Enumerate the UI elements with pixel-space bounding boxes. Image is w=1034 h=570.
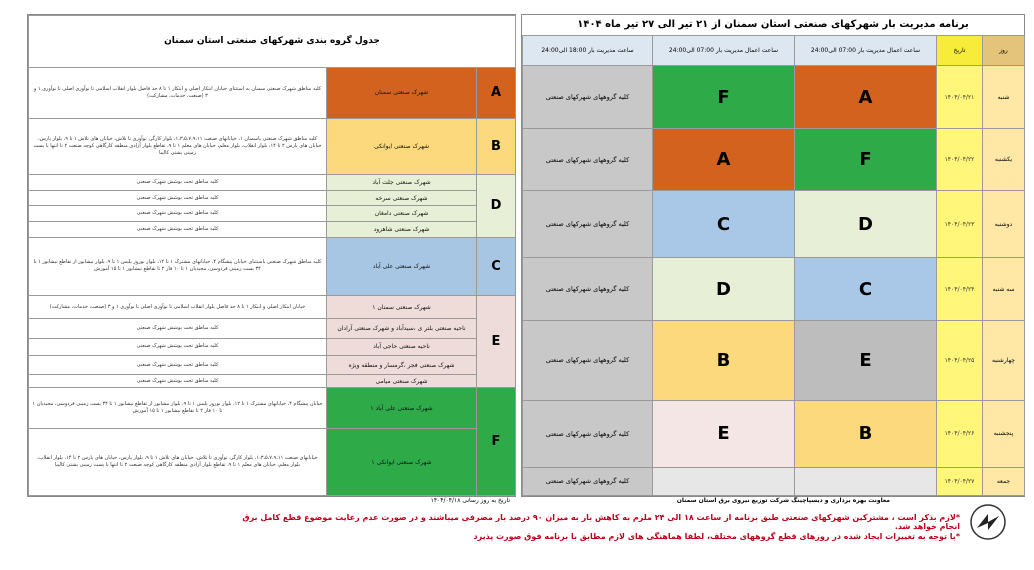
group-row	[29, 222, 516, 238]
town-name: شهرک صنعتی دامغان	[327, 206, 477, 222]
header-slot2: ساعت اعمال مدیریت بار 07:00 الی24:00	[653, 36, 795, 66]
note-line-2: *با توجه به تغییرات ایجاد شده در روزهای قطع گروههای مختلف، لطفا هماهنگی های لازم مطابق با برنامه فوق صورت پذیرد	[473, 532, 960, 541]
area-description: کلیه مناطق تحت پوشش شهرک صنعتی	[29, 206, 327, 222]
schedule-row	[523, 400, 1025, 467]
header-slot1: ساعت اعمال مدیریت بار 07:00 الی24:00	[795, 36, 937, 66]
all-groups-cell: کلیه گروههای شهرکهای صنعتی	[523, 258, 653, 321]
group-code: F	[477, 388, 516, 496]
area-description: کلیه مناطق شهرک صنعتی سمنان به استثنای خیابان ابتکار اصلی و ابتکار ۱ تا ۸ حد فاصل بلوار انقلاب اسلامی تا نوآوری اصلی تا نوآوری ۱ و ۳ (صنعت، خدمات، مشارکت)	[29, 67, 327, 119]
slot1-group: D	[795, 191, 937, 258]
header-slot3: ساعت مدیریت بار 18:00 الی24:00	[523, 36, 653, 66]
group-code: A	[477, 67, 516, 119]
grouping-table-panel	[27, 14, 516, 497]
group-row	[29, 319, 516, 338]
schedule-row	[523, 258, 1025, 321]
day-cell: چهارشنبه	[983, 321, 1025, 401]
date-cell: ۱۴۰۴/۰۴/۲۱	[937, 66, 983, 129]
schedule-panel	[521, 14, 1025, 497]
slot1-group: F	[795, 128, 937, 191]
schedule-row	[523, 128, 1025, 191]
day-cell: پنجشنبه	[983, 400, 1025, 467]
slot1-group	[795, 467, 937, 495]
header-day: روز	[983, 36, 1025, 66]
town-name: شهرک صنعتی فجر ،گرمسار و منطقه ویژه	[327, 356, 477, 375]
slot1-group: E	[795, 321, 937, 401]
all-groups-cell: کلیه گروههای شهرکهای صنعتی	[523, 128, 653, 191]
day-cell: یکشنبه	[983, 128, 1025, 191]
group-code: B	[477, 119, 516, 175]
date-cell: ۱۴۰۴/۰۴/۲۴	[937, 258, 983, 321]
slot1-group: B	[795, 400, 937, 467]
slot2-group: F	[653, 66, 795, 129]
right-footer-org: معاونت بهره برداری و دیسپاچینگ شرکت توزیع نیروی برق استان سمنان	[676, 497, 890, 504]
area-description: کلیه مناطق تحت پوشش شهرک صنعتی	[29, 319, 327, 338]
slot2-group	[653, 467, 795, 495]
schedule-title: برنامه مدیریت بار شهرکهای صنعتی استان سمنان از ۲۱ تیر الی ۲۷ تیر ماه ۱۴۰۴	[577, 19, 969, 30]
schedule-row	[523, 191, 1025, 258]
group-row	[29, 119, 516, 175]
group-row	[29, 429, 516, 496]
group-code: C	[477, 237, 516, 295]
town-name: ناحیه صنعتی بلتر ی ،سیدآباد و شهرک صنعتی آرادان	[327, 319, 477, 338]
town-name: ناحیه صنعتی حاجی آباد	[327, 338, 477, 355]
town-name: شهرک صنعتی علی آباد	[327, 237, 477, 295]
group-row	[29, 388, 516, 429]
grouping-table	[28, 15, 516, 496]
group-row	[29, 375, 516, 388]
day-cell: شنبه	[983, 66, 1025, 129]
day-cell: سه شنبه	[983, 258, 1025, 321]
date-cell: ۱۴۰۴/۰۴/۲۶	[937, 400, 983, 467]
slot1-group: A	[795, 66, 937, 129]
town-name: شهرک صنعتی سمنان	[327, 67, 477, 119]
slot2-group: A	[653, 128, 795, 191]
slot1-group: C	[795, 258, 937, 321]
header-date: تاریخ	[937, 36, 983, 66]
town-name: شهرک صنعتی شاهرود	[327, 222, 477, 238]
town-name: شهرک صنعتی میامی	[327, 375, 477, 388]
area-description: کلیه مناطق شهرک صنعتی باستثنای خیابان پیشگام ۴، خیابانهای مشترک ۱ تا ۱۲، بلوار نوروز پلیس ۱ تا ۹، بلوار نیشابور از تقاطع نیشابور ۱ تا ۳۴ پست زمینی فردوسی، مجیدیان ۱ تا ۱۰ فاز ۲ تا تقاطع نیشابور ۱ تا ۱۵ آموزش	[29, 237, 327, 295]
slot2-group: D	[653, 258, 795, 321]
day-cell: جمعه	[983, 467, 1025, 495]
all-groups-cell: کلیه گروههای شهرکهای صنعتی	[523, 66, 653, 129]
day-cell: دوشنبه	[983, 191, 1025, 258]
area-description: خیابان ابتکار اصلی و ابتکار ۱ تا ۸ حد فاصل بلوار انقلاب اسلامی تا نوآوری اصلی تا نوآوری ۱ و ۳ (صنعت، خدمات، مشارکت)	[29, 295, 327, 319]
group-row	[29, 237, 516, 295]
date-cell: ۱۴۰۴/۰۴/۲۳	[937, 191, 983, 258]
town-name: شهرک صنعتی علی آباد ۱	[327, 388, 477, 429]
schedule-row	[523, 467, 1025, 495]
slot2-group: B	[653, 321, 795, 401]
all-groups-cell: کلیه گروههای شهرکهای صنعتی	[523, 400, 653, 467]
slot2-group: C	[653, 191, 795, 258]
schedule-row	[523, 66, 1025, 129]
all-groups-cell: کلیه گروههای شهرکهای صنعتی	[523, 321, 653, 401]
town-name: شهرک صنعتی ایوانکی ۱	[327, 429, 477, 496]
date-cell: ۱۴۰۴/۰۴/۲۲	[937, 128, 983, 191]
group-row	[29, 67, 516, 119]
group-row	[29, 356, 516, 375]
company-logo-icon	[968, 502, 1008, 542]
group-row	[29, 338, 516, 355]
area-description: کلیه مناطق تحت پوشش شهرک صنعتی	[29, 356, 327, 375]
note-line-1: *لازم بذکر است ، مشترکین شهرکهای صنعتی طبق برنامه از ساعت ۱۸ الی ۲۴ ملزم به کاهش بار به میزان ۹۰ درصد بار مصرفی میباشند و در صورت عدم رعایت موضوع قطع کامل برق انجام خواهد شد.	[242, 513, 960, 531]
town-name: شهرک صنعتی سمنان ۱	[327, 295, 477, 319]
group-row	[29, 175, 516, 191]
group-code: E	[477, 295, 516, 388]
grouping-table-title: جدول گروه بندی شهرکهای صنعتی استان سمنان	[29, 16, 516, 68]
slot2-group: E	[653, 400, 795, 467]
town-name: شهرک صنعتی ایوانکی	[327, 119, 477, 175]
area-description: کلیه مناطق تحت پوشش شهرک صنعتی	[29, 222, 327, 238]
left-footer-date: تاریخ به روز رسانی ۱۴۰۴/۰۴/۱۸	[430, 497, 510, 504]
schedule-table	[522, 35, 1025, 496]
area-description: کلیه مناطق تحت پوشش شهرک صنعتی	[29, 375, 327, 388]
group-row	[29, 295, 516, 319]
group-row	[29, 190, 516, 206]
all-groups-cell: کلیه گروههای شهرکهای صنعتی	[523, 467, 653, 495]
town-name: شهرک صنعتی جلت آباد	[327, 175, 477, 191]
area-description: کلیه مناطق تحت پوشش شهرک صنعتی	[29, 338, 327, 355]
area-description: خیابان پیشگام ۴، خیابانهای مشترک ۱ تا ۱۲، بلوار نوروز پلیس ۱ تا ۹، بلوار نیشابور از تقاطع نیشابور ۱ تا ۳۴ پست زمینی فردوسی، مجیدیان ۱ تا ۱۰ فاز ۲ تا تقاطع نیشابور ۱ تا ۱۵ آموزش	[29, 388, 327, 429]
town-name: شهرک صنعتی سرخه	[327, 190, 477, 206]
area-description: کلیه مناطق تحت پوشش شهرک صنعتی	[29, 175, 327, 191]
date-cell: ۱۴۰۴/۰۴/۲۷	[937, 467, 983, 495]
area-description: خیابانهای صنعت ۱،۳،۵،۷،۹،۱۱، بلوار کارگر، نوآوری تا تلاش، خیابان های تلاش ۱ تا ۹، بلوار پارس، خیابان های پارس ۲ تا ۱۴، بلوار انقلاب، بلوار معلم، خیابان های معلم ۱ تا ۹، تقاطع بلوار آزادی منطقه کارگاهی کوچه صنعت ۲ تا انتها با پست زمینی پشتی کالیبا	[29, 429, 327, 496]
area-description: کلیه مناطق تحت پوشش شهرک صنعتی	[29, 190, 327, 206]
group-row	[29, 206, 516, 222]
area-description: کلیه مناطق شهرک صنعتی یاسمنان ۱، خیابانهای صنعت ۱،۳،۵،۷،۹،۱۱، بلوار کارگر، نوآوری تا تلاش، خیابان های تلاش ۱ تا ۹، بلوار پارس، خیابان های پارس ۲ تا ۱۴، بلوار انقلاب، بلوار معلم، خیابان های معلم ۱ تا ۹، تقاطع بلوار آزادی منطقه کارگاهی کوچه صنعت ۲ تا انتها با پست زمینی پشتی کالیبا	[29, 119, 327, 175]
schedule-row	[523, 321, 1025, 401]
all-groups-cell: کلیه گروههای شهرکهای صنعتی	[523, 191, 653, 258]
group-code: D	[477, 175, 516, 237]
schedule-header-row	[523, 36, 1025, 66]
date-cell: ۱۴۰۴/۰۴/۲۵	[937, 321, 983, 401]
